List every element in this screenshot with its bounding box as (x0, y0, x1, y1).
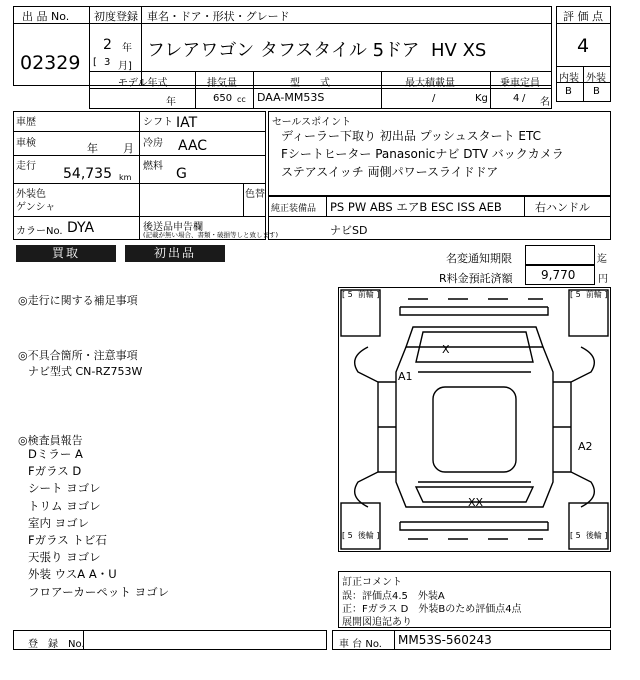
tire-label-front-left: [ 5 前輪 ] (342, 290, 380, 299)
model-label: 型 式 (290, 78, 330, 89)
model-code: DAA-MM53S (257, 91, 325, 104)
defect-line: ナビ型式 CN-RZ753W (28, 365, 143, 378)
max-load-slash: / (432, 93, 436, 104)
report-line: 外装 ウスA A・U (28, 567, 117, 582)
report-line: Fガラス トビ石 (28, 533, 107, 548)
mileage-label: 走行 (16, 161, 36, 172)
correction-line-3: 展開図追記あり (342, 617, 412, 628)
car-name: フレアワゴン タフスタイル 5ドア HV XS (147, 40, 487, 61)
report-line: フロアーカーペット ヨゴレ (28, 584, 170, 599)
equipment-label: 純正装備品 (271, 204, 317, 214)
car-body-diagram (338, 287, 611, 552)
damage-mark-a1: A1 (398, 370, 413, 383)
equipment-extra: ナビSD (330, 224, 368, 237)
docs-note: (記載が無い場合、書類・破損等しと致します) (143, 231, 279, 239)
shift-value: IAT (176, 115, 198, 131)
first-reg-year-unit: 年 (122, 43, 132, 54)
report-line: シート ヨゴレ (28, 481, 101, 496)
displacement-label: 排気量 (207, 78, 237, 89)
first-listing-badge: 初出品 (125, 245, 225, 262)
report-line: 室内 ヨゴレ (28, 515, 90, 530)
car-name-label: 車名・ドア・形状・グレード (147, 10, 290, 23)
displacement-value: 650 (213, 93, 233, 104)
overall-score: 4 (577, 35, 590, 57)
capacity-label: 乗車定員 (500, 78, 540, 89)
defect-notes-title: ◎不具合箇所・注意事項 (18, 349, 138, 362)
capacity-unit: 名 (540, 97, 550, 108)
report-line: 天張り ヨゴレ (28, 550, 101, 565)
ac-label: 冷房 (143, 138, 163, 149)
chassis-number: MM53S-560243 (398, 633, 492, 647)
first-reg-month-unit: 月] (118, 61, 132, 72)
sales-line-1: ディーラー下取り 初出品 プッシュスタート ETC (281, 129, 541, 143)
color-no-value: DYA (67, 220, 95, 236)
report-line: Fガラス D (28, 464, 82, 479)
first-reg-label: 初度登録 (94, 10, 138, 23)
recycle-value: 9,770 (541, 268, 576, 282)
fuel-value: G (176, 166, 187, 182)
lot-label: 出 品 No. (22, 10, 70, 23)
exterior-label: 外装 (586, 73, 606, 84)
correction-title: 訂正コメント (342, 577, 402, 588)
ext-color-value: ゲンシャ (16, 202, 56, 213)
name-change-field (525, 245, 595, 265)
tire-label-front-right: [ 5 前輪 ] (570, 290, 608, 299)
report-line: トリム ヨゴレ (28, 498, 101, 513)
equipment-value: PS PW ABS エアB ESC ISS AEB (330, 200, 502, 214)
fuel-label: 燃料 (143, 161, 163, 172)
max-load-unit: Kg (475, 93, 488, 104)
ext-color-label: 外装色 (16, 189, 46, 200)
lot-number: 02329 (20, 52, 81, 74)
correction-line-2: 正：Fガラス D 外装Bのため評価点4点 (342, 604, 522, 615)
sales-line-2: Fシートヒーター Panasonicナビ DTV バックカメラ (281, 147, 564, 161)
displacement-unit: cc (237, 95, 246, 104)
registration-label: 登 録 No. (28, 639, 85, 650)
damage-mark-xx: XX (468, 496, 484, 509)
damage-mark-x: X (442, 343, 450, 356)
first-reg-year: 2 (103, 37, 112, 53)
sales-label: セールスポイント (272, 117, 352, 128)
inspection-month-unit: 月 (123, 142, 134, 155)
max-load-label: 最大積載量 (405, 78, 455, 89)
driving-notes-title: ◎走行に関する補足事項 (18, 294, 138, 307)
color-change-label: 色替 (245, 189, 265, 200)
model-year-unit: 年 (166, 97, 176, 108)
inspector-report-list (28, 446, 169, 601)
chassis-label: 車 台 No. (339, 639, 382, 650)
buy-badge: 買取 (16, 245, 116, 262)
first-reg-month: 3 (104, 57, 111, 68)
docs-label: 後送品申告欄 (143, 222, 203, 233)
tire-label-rear-right: [ 5 後輪 ] (570, 531, 608, 540)
color-no-label: カラーNo. (16, 226, 63, 237)
report-line: Dミラー A (28, 447, 83, 461)
score-label: 評 価 点 (563, 10, 603, 23)
history-label: 車歴 (16, 117, 36, 128)
damage-mark-a2: A2 (578, 440, 593, 453)
name-change-label: 名変通知期限 (446, 252, 512, 265)
recycle-label: R料金預託済額 (439, 272, 513, 285)
interior-label: 内装 (559, 73, 579, 84)
handle-side: 右ハンドル (535, 201, 590, 214)
inspection-year-unit: 年 (87, 142, 98, 155)
model-year-label: モデル年式 (118, 78, 168, 89)
recycle-unit: 円 (598, 274, 608, 285)
correction-line-1: 誤：評価点4.5 外装A (342, 591, 445, 602)
mileage-value: 54,735 (63, 166, 112, 182)
tire-label-rear-left: [ 5 後輪 ] (342, 531, 380, 540)
inspector-report-title: ◎検査員報告 (18, 434, 83, 447)
ac-value: AAC (178, 138, 208, 154)
inspection-label: 車検 (16, 138, 36, 149)
exterior-grade: B (593, 86, 600, 97)
capacity-value: 4 (513, 93, 520, 104)
interior-grade: B (565, 86, 572, 97)
capacity-slash: / (522, 93, 526, 104)
shift-label: シフト (143, 117, 173, 128)
month-open: [ (93, 57, 97, 68)
mileage-unit: km (119, 173, 132, 182)
name-change-unit: 迄 (597, 254, 607, 265)
sales-line-3: ステアスイッチ 両側パワースライドドア (281, 165, 499, 179)
